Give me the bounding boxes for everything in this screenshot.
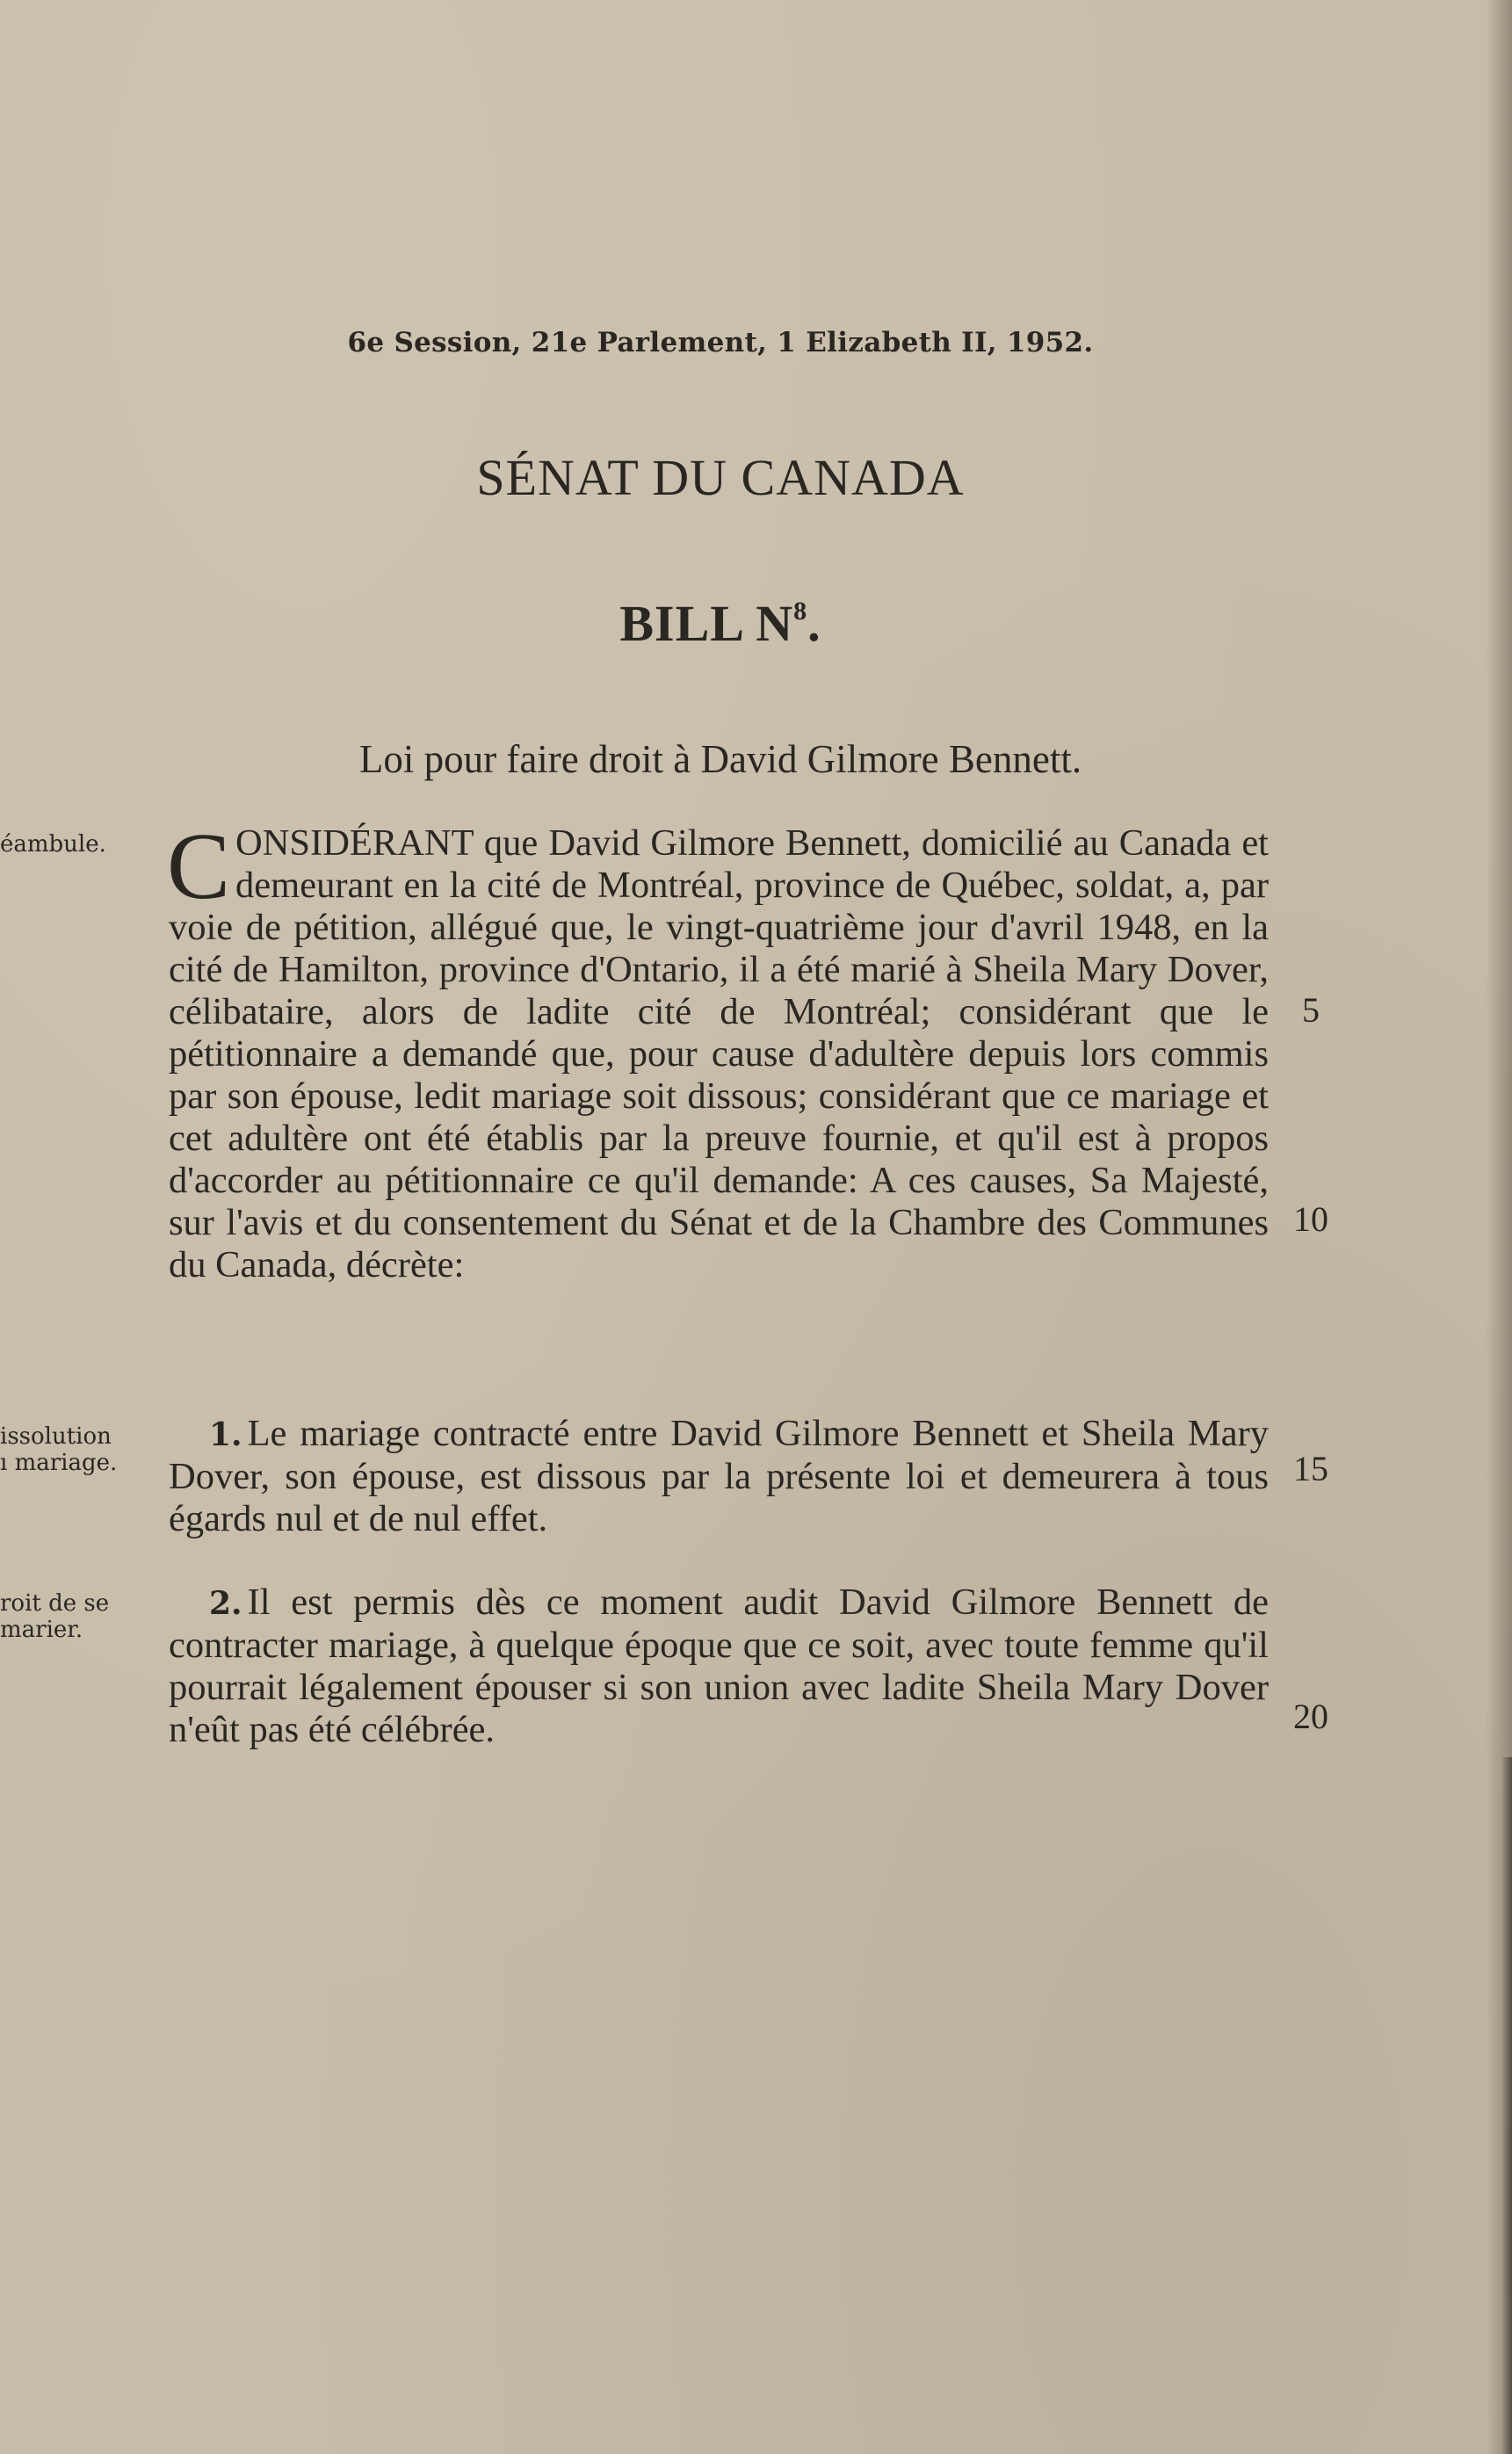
section-1: [169, 1413, 1269, 1540]
section-1-number: 1.: [209, 1416, 242, 1453]
preamble-text: ONSIDÉRANT que David Gilmore Bennett, domicilié au Canada et demeurant en la cité de Montréal, province de Québec, soldat, a, par voie de pétition, allégué que, le vingt-quatrième jour d'avril 1948, en la cité de Hamilton, province d'Ontario, il a été marié à Sheila Mary Dover, célibataire, alors de ladite cité de Montréal; considérant que le pétitionnaire a demandé que, pour cause d'adultère depuis lors commis par son épouse, ledit mariage soit dissous; considérant que ce mariage et cet adultère ont été établis par la preuve fournie, et qu'il est à propos d'accorder au pétitionnaire ce qu'il demande: A ces causes, Sa Majesté, sur l'avis et du consentement du Sénat et de la Chambre des Communes du Canada, décrète:: [169, 822, 1269, 1285]
line-number-5: 5: [1302, 990, 1320, 1030]
session-header: 6e Session, 21e Parlement, 1 Elizabeth II, 1952.: [347, 327, 1094, 358]
section-2-number: 2.: [209, 1585, 242, 1622]
line-number-10: 10: [1293, 1199, 1328, 1239]
bill-suffix: .: [807, 595, 821, 652]
margin-note-dissolution: issolution ı mariage.: [0, 1423, 118, 1476]
margin-note-right-to-marry: roit de se marier.: [0, 1590, 110, 1643]
section-2-text: Il est permis dès ce moment audit David Gilmore Bennett de contracter mariage, à quelque époque que ce soit, avec toute femme qu'il pourrait légalement épouser si son union avec ladite Sheila Mary Dover n'eût pas été célébrée.: [169, 1582, 1269, 1750]
bill-number: 8: [793, 597, 808, 626]
section-1-text: Le mariage contracté entre David Gilmore Bennett et Sheila Mary Dover, son épouse, est dissous par la présente loi et demeurera à tous égards nul et de nul effet.: [169, 1413, 1269, 1539]
preamble-drop-cap: C: [167, 814, 231, 919]
bill-heading: [0, 594, 1441, 653]
act-title: Loi pour faire droit à David Gilmore Bennett.: [358, 737, 1082, 781]
bill-label: BILL N: [619, 595, 794, 652]
senate-heading: SÉNAT DU CANADA: [476, 449, 965, 506]
line-number-15: 15: [1293, 1449, 1328, 1488]
margin-note-preamble: éambule.: [0, 831, 106, 858]
line-number-20: 20: [1293, 1697, 1328, 1736]
preamble-paragraph: [167, 814, 1269, 1286]
section-2: [169, 1582, 1269, 1751]
page-edge-dark: [1501, 1757, 1512, 2454]
